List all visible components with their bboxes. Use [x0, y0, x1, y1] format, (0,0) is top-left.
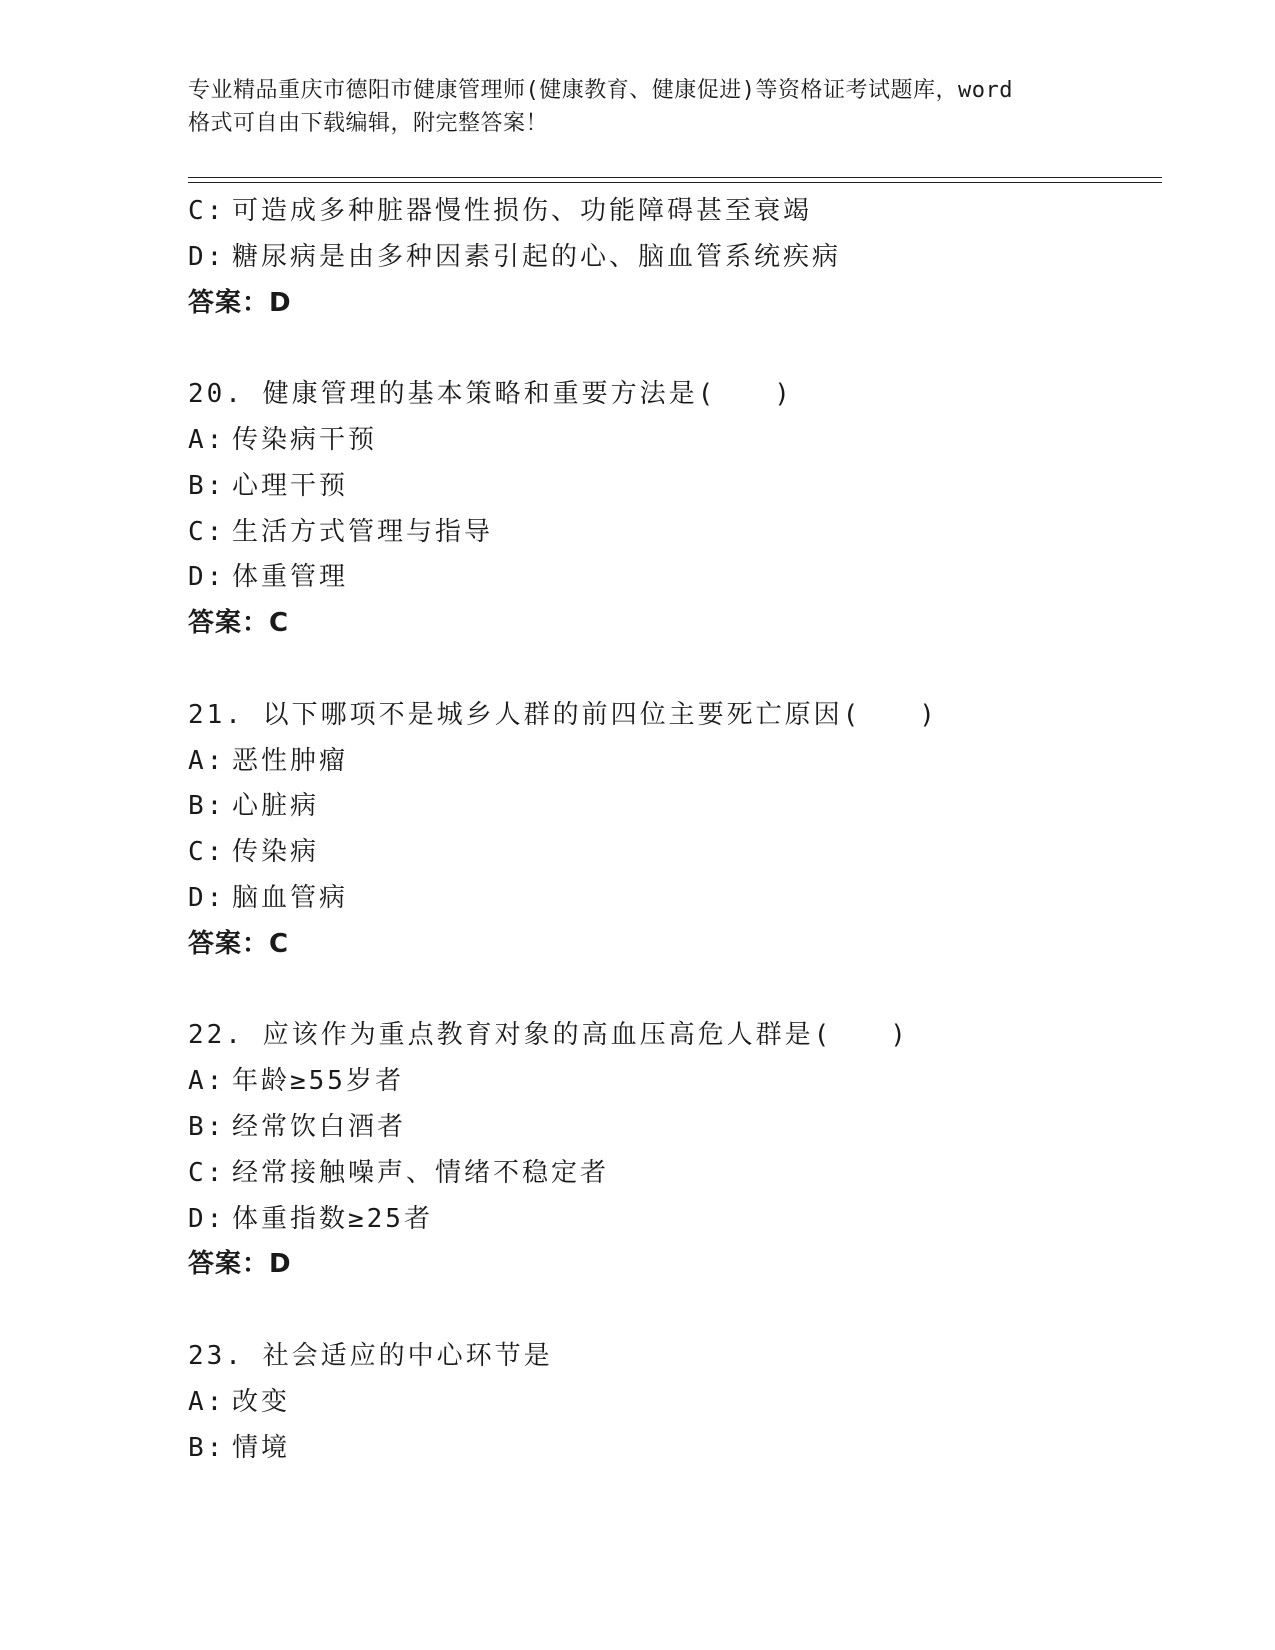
option-item [188, 1059, 1168, 1105]
option-key: B: [188, 1111, 226, 1142]
option-item [188, 1105, 1168, 1151]
spacer [188, 326, 1168, 372]
header-line-1: 专业精品重庆市德阳市健康管理师(健康教育、健康促进)等资格证考试题库，word [188, 78, 1013, 103]
question-stem: 20. 健康管理的基本策略和重要方法是( ) [188, 379, 793, 410]
option-text: 脑血管病 [232, 882, 349, 913]
option-key: A: [188, 424, 226, 455]
option-item [188, 555, 1168, 601]
option-text: 心脏病 [232, 791, 320, 822]
option-text: 体重管理 [232, 562, 349, 593]
option-item [188, 876, 1168, 922]
option-key: B: [188, 791, 226, 822]
option-text: 年龄≥55岁者 [232, 1066, 404, 1097]
answer-label: 答案：C [188, 928, 290, 959]
answer-label: 答案：D [188, 1249, 292, 1280]
question-stem: 22. 应该作为重点教育对象的高血压高危人群是( ) [188, 1020, 909, 1051]
option-item [188, 189, 1168, 235]
option-key: C: [188, 196, 226, 226]
option-item [188, 418, 1168, 464]
option-text: 生活方式管理与指导 [232, 516, 494, 547]
option-item [188, 235, 1168, 281]
option-text: 传染病 [232, 837, 320, 868]
option-item [188, 1380, 1168, 1426]
answer-label: 答案：D [188, 287, 292, 318]
option-key: C: [188, 837, 226, 868]
option-key: D: [188, 241, 226, 272]
header-divider-top [188, 177, 1162, 178]
option-item [188, 1151, 1168, 1197]
option-key: A: [188, 1386, 226, 1417]
option-key: B: [188, 1432, 226, 1463]
option-item [188, 1197, 1168, 1243]
option-text: 经常接触噪声、情绪不稳定者 [232, 1157, 610, 1188]
option-text: 体重指数≥25者 [232, 1203, 433, 1234]
option-key: D: [188, 562, 226, 593]
option-text: 心理干预 [232, 470, 349, 501]
option-text: 恶性肿瘤 [232, 745, 349, 776]
option-item [188, 830, 1168, 876]
spacer [188, 647, 1168, 693]
option-item [188, 510, 1168, 556]
option-key: A: [188, 1066, 226, 1097]
option-item [188, 784, 1168, 830]
question-stem: 21. 以下哪项不是城乡人群的前四位主要死亡原因( ) [188, 699, 938, 730]
option-item [188, 739, 1168, 785]
spacer [188, 968, 1168, 1014]
spacer [188, 1288, 1168, 1334]
header-line-2: 格式可自由下载编辑，附完整答案！ [188, 111, 549, 136]
document-header [188, 74, 1088, 140]
option-text: 可造成多种脏器慢性损伤、功能障碍甚至衰竭 [232, 196, 813, 226]
option-item [188, 1426, 1168, 1472]
option-key: C: [188, 516, 226, 547]
option-key: D: [188, 1203, 226, 1234]
option-key: B: [188, 470, 226, 501]
option-text: 改变 [232, 1386, 291, 1417]
option-text: 传染病干预 [232, 424, 378, 455]
option-key: A: [188, 745, 226, 776]
header-divider-bottom [188, 182, 1162, 183]
question-stem: 23. 社会适应的中心环节是 [188, 1340, 553, 1371]
option-text: 经常饮白酒者 [232, 1111, 407, 1142]
option-text: 情境 [232, 1432, 291, 1463]
option-key: C: [188, 1157, 226, 1188]
option-item [188, 464, 1168, 510]
answer-label: 答案：C [188, 608, 290, 639]
option-text: 糖尿病是由多种因素引起的心、脑血管系统疾病 [232, 241, 842, 272]
question-list [188, 189, 1168, 1471]
option-key: D: [188, 882, 226, 913]
